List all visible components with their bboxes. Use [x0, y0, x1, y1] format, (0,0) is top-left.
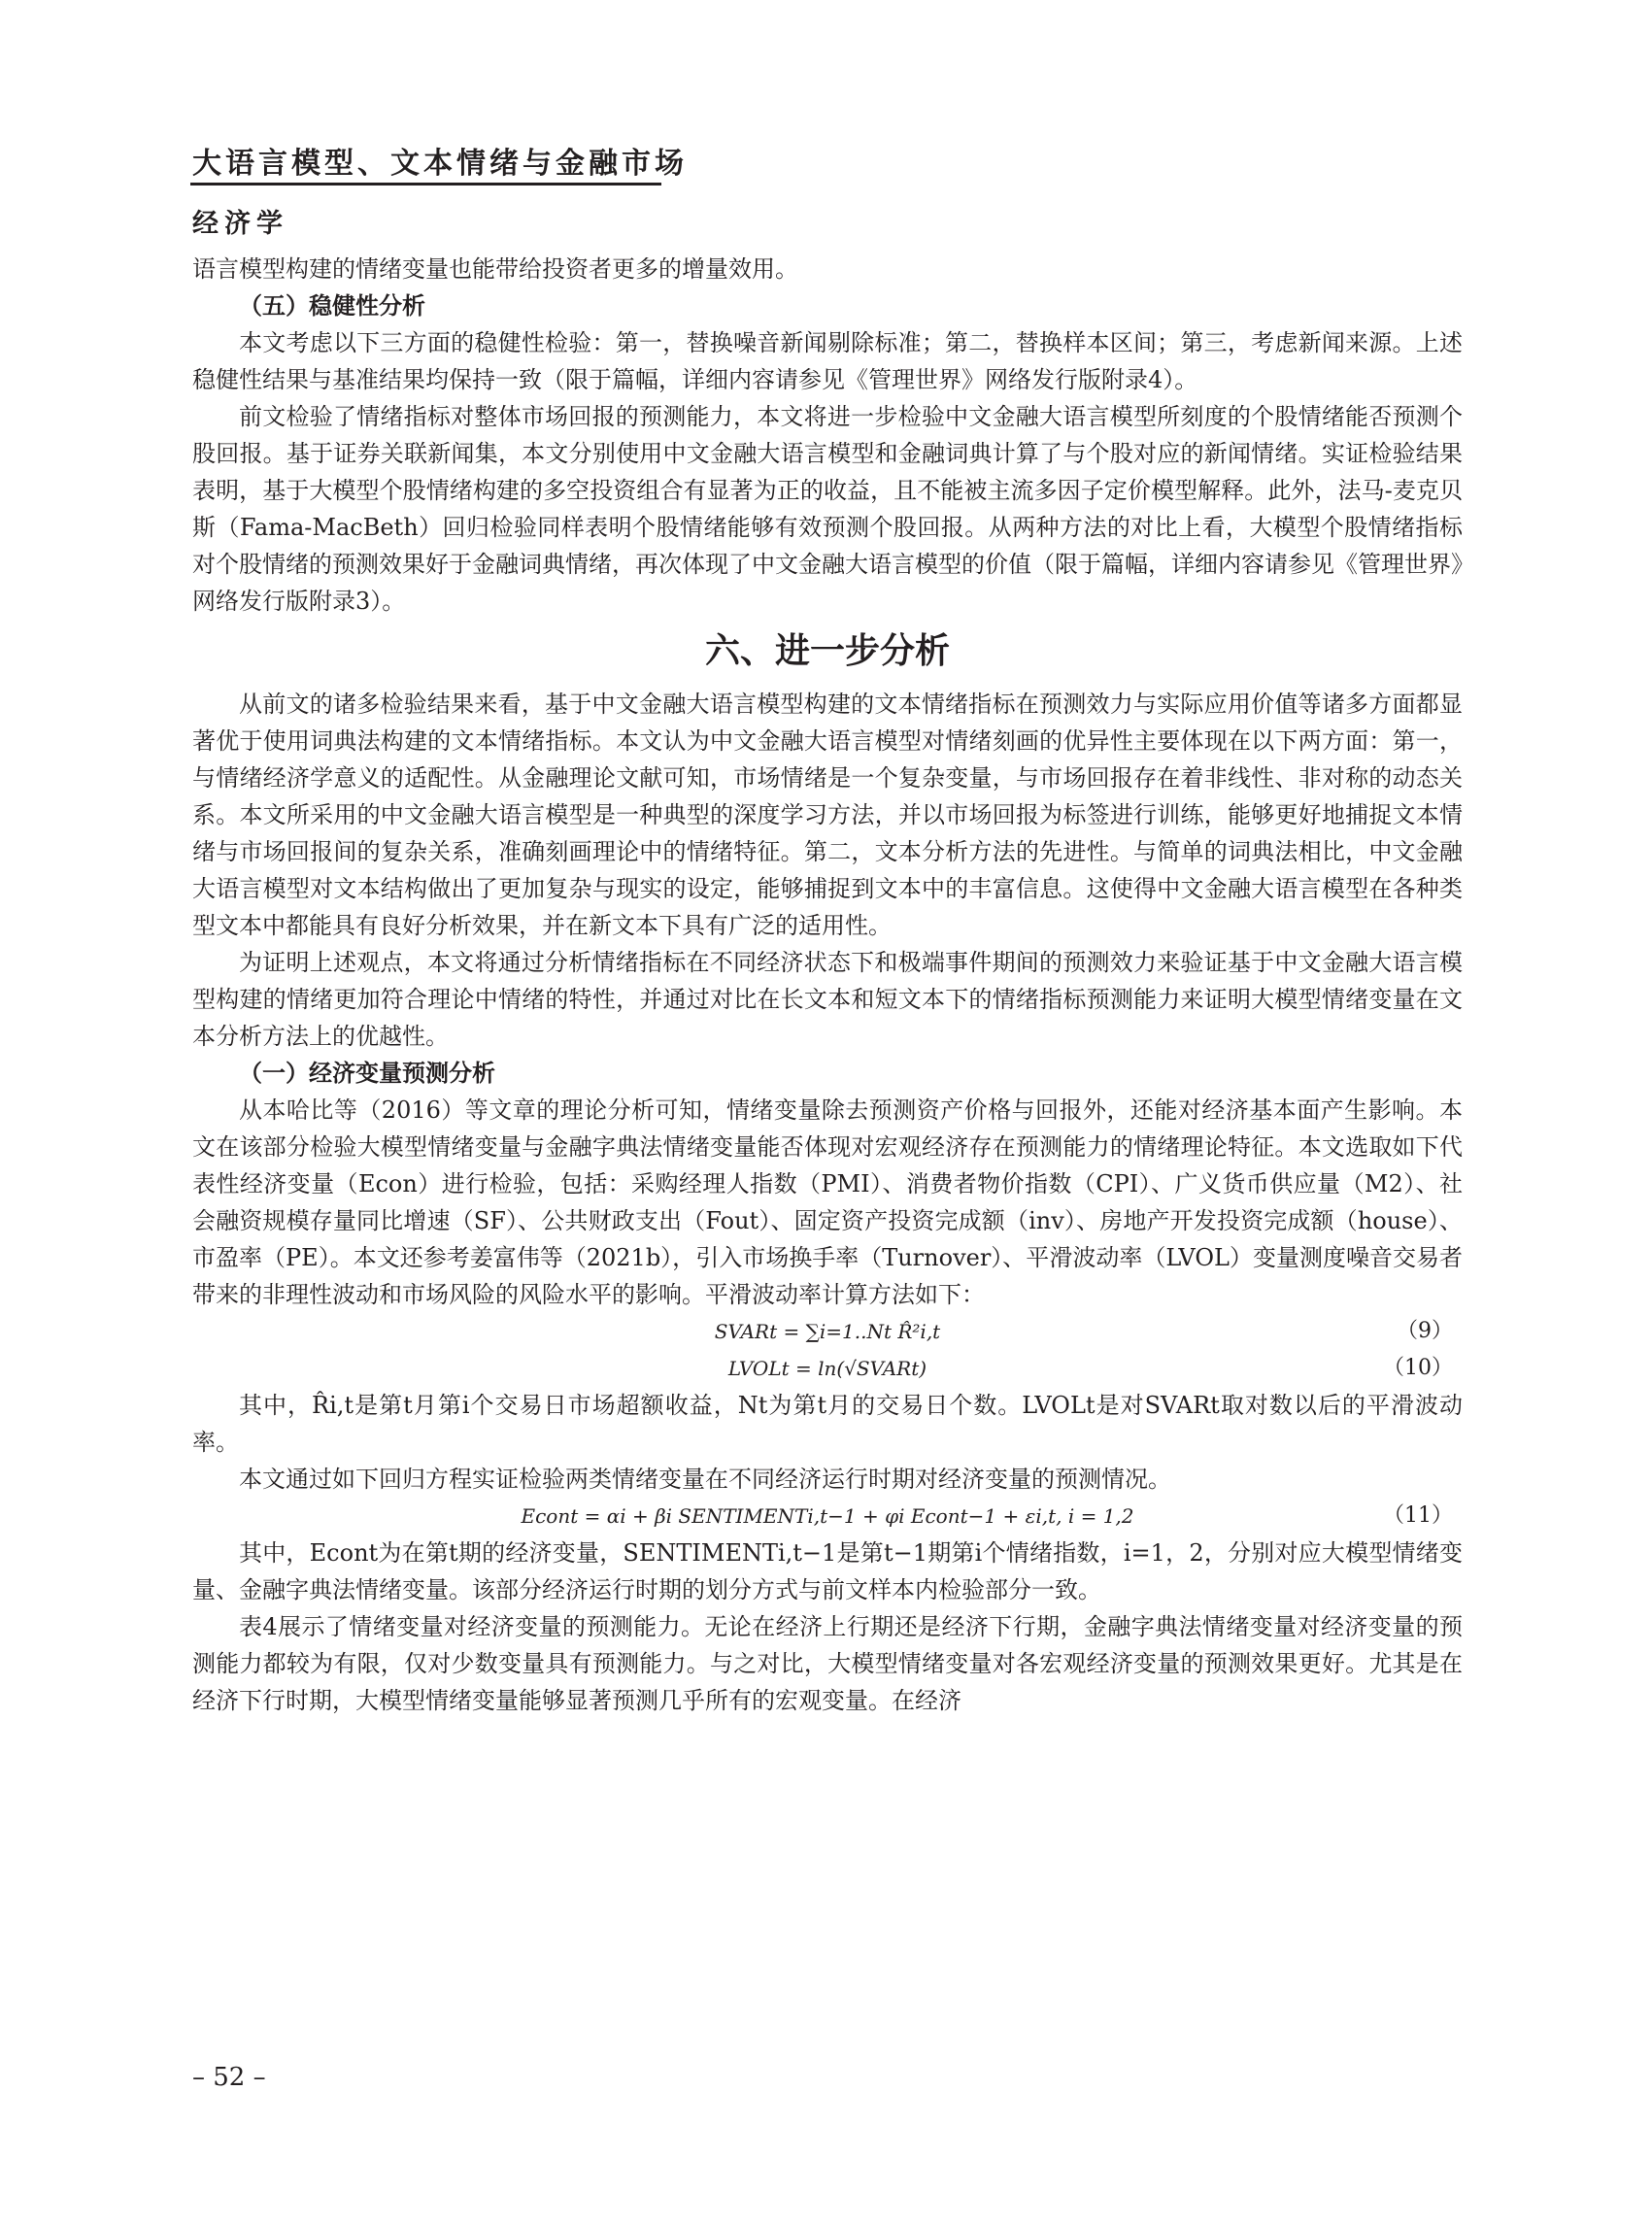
paragraph: 为证明上述观点，本文将通过分析情绪指标在不同经济状态下和极端事件期间的预测效力来验证基于中文金融大语言模型构建的情绪更加符合理论中情绪的特性，并通过对比在长文本和短文本下的情绪指标预测能力来证明大模型情绪变量在文本分析方法上的优越性。 [192, 949, 1463, 1050]
equation-10 [192, 1350, 1463, 1387]
paragraph: 从前文的诸多检验结果来看，基于中文金融大语言模型构建的文本情绪指标在预测效力与实际应用价值等诸多方面都显著优于使用词典法构建的文本情绪指标。本文认为中文金融大语言模型对情绪刻画的优异性主要体现在以下两方面：第一，与情绪经济学意义的适配性。从金融理论文献可知，市场情绪是一个复杂变量，与市场回报存在着非线性、非对称的动态关系。本文所采用的中文金融大语言模型是一种典型的深度学习方法，并以市场回报为标签进行训练，能够更好地捕捉文本情绪与市场回报间的复杂关系，准确刻画理论中的情绪特征。第二，文本分析方法的先进性。与简单的词典法相比，中文金融大语言模型对文本结构做出了更加复杂与现实的设定，能够捕捉到文本中的丰富信息。这使得中文金融大语言模型在各种类型文本中都能具有良好分析效果，并在新文本下具有广泛的适用性。 [192, 691, 1463, 939]
equation-9 [192, 1313, 1463, 1350]
article-body [192, 251, 1463, 1719]
paragraph: 从本哈比等（2016）等文章的理论分析可知，情绪变量除去预测资产价格与回报外，还能对经济基本面产生影响。本文在该部分检验大模型情绪变量与金融字典法情绪变量能否体现对宏观经济存在预测能力的情绪理论特征。本文选取如下代表性经济变量（Econ）进行检验，包括：采购经理人指数（PMI）、消费者物价指数（CPI）、广义货币供应量（M2）、社会融资规模存量同比增速（SF）、公共财政支出（Fout）、固定资产投资完成额（inv）、房地产开发投资完成额（house）、市盈率（PE）。本文还参考姜富伟等（2021b），引入市场换手率（Turnover）、平滑波动率（LVOL）变量测度噪音交易者带来的非理性波动和市场风险的风险水平的影响。平滑波动率计算方法如下： [192, 1096, 1463, 1308]
equation-expression: SVARt = ∑i=1..Nt R̂²i,t [714, 1320, 941, 1343]
equation-number: （11） [1383, 1503, 1453, 1528]
paragraph: 其中，R̂i,t是第t月第i个交易日市场超额收益，Nt为第t月的交易日个数。LVOLt是对SVARt取对数以后的平滑波动率。 [192, 1392, 1463, 1456]
journal-name: 经济学 [192, 209, 288, 239]
equation-expression: LVOLt = ln(√SVARt) [727, 1357, 927, 1380]
section-heading: 六、进一步分析 [704, 631, 950, 671]
running-header-title: 大语言模型、文本情绪与金融市场 [192, 147, 688, 181]
paragraph: 前文检验了情绪指标对整体市场回报的预测能力，本文将进一步检验中文金融大语言模型所刻度的个股情绪能否预测个股回报。基于证券关联新闻集，本文分别使用中文金融大语言模型和金融词典计算了与个股对应的新闻情绪。实证检验结果表明，基于大模型个股情绪构建的多空投资组合有显著为正的收益，且不能被主流多因子定价模型解释。此外，法马-麦克贝斯（Fama-MacBeth）回归检验同样表明个股情绪能够有效预测个股回报。从两种方法的对比上看，大模型个股情绪指标对个股情绪的预测效果好于金融词典情绪，再次体现了中文金融大语言模型的价值（限于篇幅，详细内容请参见《管理世界》网络发行版附录3）。 [192, 403, 1463, 615]
paragraph: 其中，Econt为在第t期的经济变量，SENTIMENTi,t−1是第t−1期第i个情绪指数，i=1，2，分别对应大模型情绪变量、金融字典法情绪变量。该部分经济运行时期的划分方式与前文样本内检验部分一致。 [192, 1539, 1463, 1603]
paragraph: 本文通过如下回归方程实证检验两类情绪变量在不同经济运行时期对经济变量的预测情况。 [239, 1466, 1171, 1493]
paragraph: 表4展示了情绪变量对经济变量的预测能力。无论在经济上行期还是经济下行期，金融字典法情绪变量对经济变量的预测能力都较为有限，仅对少数变量具有预测能力。与之对比，大模型情绪变量对各宏观经济变量的预测效果更好。尤其是在经济下行时期，大模型情绪变量能够显著预测几乎所有的宏观变量。在经济 [192, 1613, 1463, 1714]
page-number: – 52 – [192, 2063, 266, 2092]
subsection-heading-robustness: （五）稳健性分析 [239, 292, 425, 320]
header-rule [190, 183, 661, 186]
subsection-heading-econ: （一）经济变量预测分析 [239, 1060, 495, 1087]
equation-11 [192, 1498, 1463, 1535]
equation-expression: Econt = αi + βi SENTIMENTi,t−1 + φi Econt−1 + εi,t, i = 1,2 [521, 1504, 1134, 1528]
paragraph: 本文考虑以下三方面的稳健性检验：第一，替换噪音新闻剔除标准；第二，替换样本区间；第三，考虑新闻来源。上述稳健性结果与基准结果均保持一致（限于篇幅，详细内容请参见《管理世界》网络发行版附录4）。 [192, 329, 1463, 393]
equation-number: （9） [1397, 1319, 1453, 1343]
paragraph: 语言模型构建的情绪变量也能带给投资者更多的增量效用。 [192, 255, 798, 283]
equation-number: （10） [1383, 1356, 1453, 1380]
